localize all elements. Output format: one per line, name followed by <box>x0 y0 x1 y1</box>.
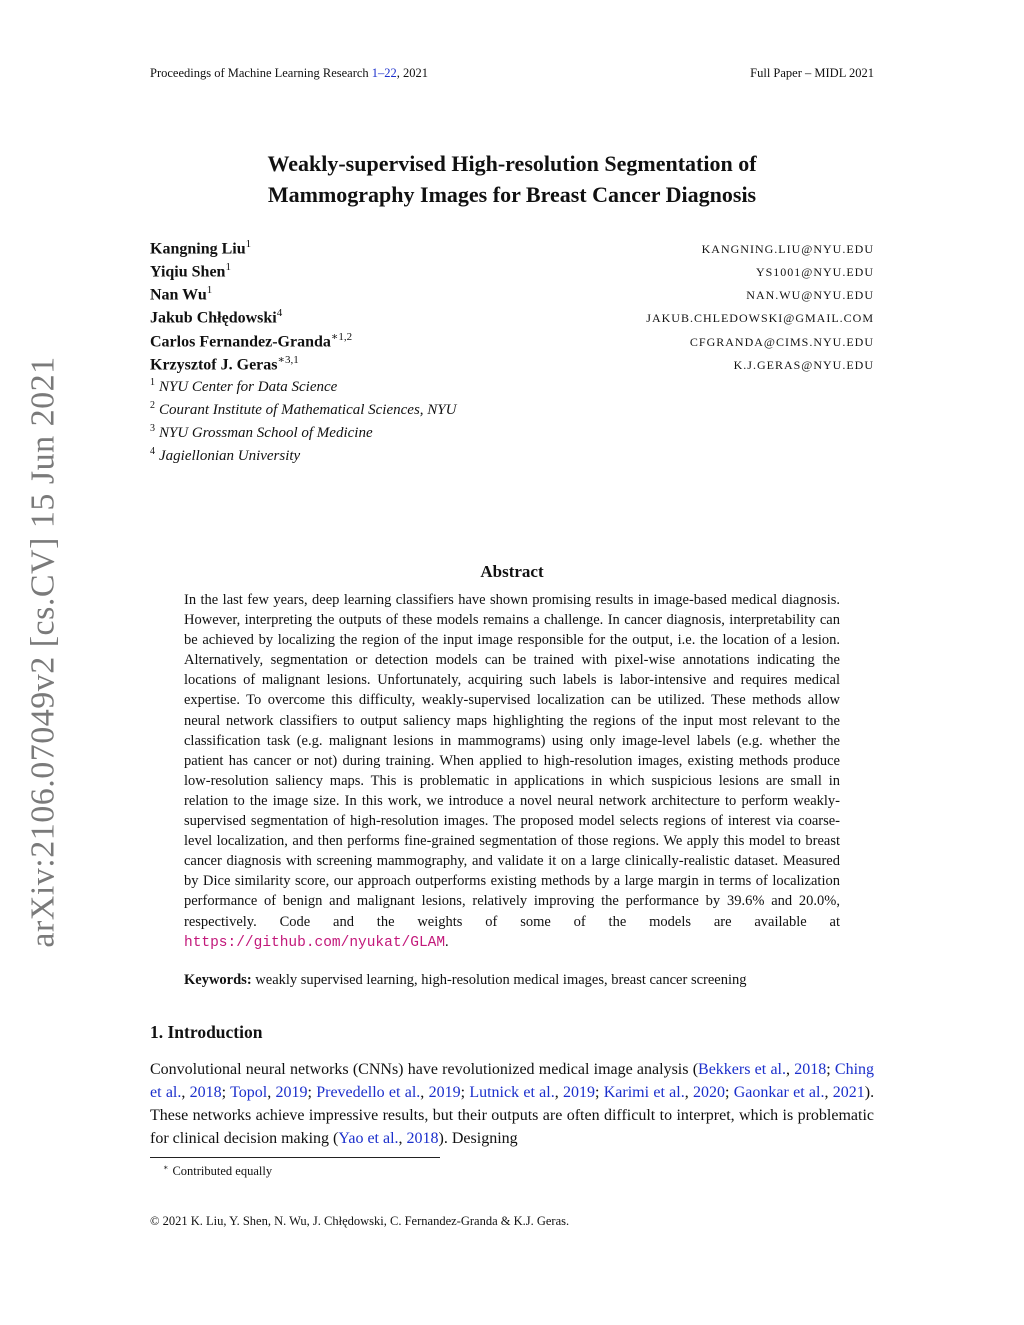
author-name: Kangning Liu$^1$ <box>150 238 252 258</box>
intro-text: , <box>398 1130 407 1147</box>
author-email: JAKUB.CHLEDOWSKI@GMAIL.COM <box>646 311 874 326</box>
header-proceedings: Proceedings of Machine Learning Research <box>150 66 372 80</box>
intro-text: ; <box>725 1084 734 1101</box>
intro-text: , <box>554 1084 564 1101</box>
intro-text: ). Designing <box>438 1130 518 1147</box>
citation-link[interactable]: Lutnick et al. <box>469 1084 555 1101</box>
running-header-right: Full Paper – MIDL 2021 <box>750 66 874 80</box>
citation-link[interactable]: 2018 <box>406 1130 439 1147</box>
citation-link[interactable]: 2018 <box>794 1061 827 1078</box>
author-name: Carlos Fernandez-Granda$^{∗1,2}$ <box>150 331 353 351</box>
author-block <box>150 238 874 376</box>
author-affiliation-mark: 1 <box>225 261 231 273</box>
author-email: CFGRANDA@CIMS.NYU.EDU <box>689 335 874 350</box>
citation-link[interactable]: 2018 <box>189 1084 222 1101</box>
author-affiliation-mark: ∗3,1 <box>277 354 299 366</box>
author-email: NAN.WU@NYU.EDU <box>746 288 874 303</box>
introduction-body <box>150 1058 874 1150</box>
header-year: , 2021 <box>396 66 429 80</box>
arxiv-stamp-text: arXiv:2106.07049v2 [cs.CV] 15 Jun 2021 <box>25 356 63 948</box>
affiliation-list <box>150 377 456 469</box>
citation-link[interactable]: Ching et al. <box>150 1061 875 1101</box>
author-row <box>150 353 874 376</box>
author-affiliation-mark: 4 <box>276 307 283 319</box>
affiliation: $^4$ Jagiellonian University <box>150 446 301 464</box>
citation-link[interactable]: Karimi et al. <box>603 1084 685 1101</box>
citation-link[interactable]: 2021 <box>832 1084 865 1101</box>
author-email: K.J.GERAS@NYU.EDU <box>733 358 874 373</box>
author-name: Nan Wu$^1$ <box>150 284 213 304</box>
author-row <box>150 307 874 330</box>
section-heading-introduction: 1. Introduction <box>150 1022 263 1042</box>
intro-text: ; <box>460 1084 470 1101</box>
abstract-heading: Abstract <box>480 562 544 581</box>
intro-text: , <box>267 1084 276 1101</box>
header-pages-link[interactable]: 1–22 <box>371 66 397 80</box>
intro-text: ). These networks achieve impressive results, but their outputs are often difficult to interpret, which is problematic for clinical decision making ( <box>150 1084 875 1147</box>
paper-title <box>150 148 874 210</box>
author-email: YS1001@NYU.EDU <box>755 265 874 280</box>
intro-text: ; <box>307 1084 317 1101</box>
footnote <box>163 1163 272 1179</box>
citation-link[interactable]: 2019 <box>563 1084 596 1101</box>
author-name: Jakub Chłędowski$^4$ <box>150 307 283 327</box>
affiliation: $^2$ Courant Institute of Mathematical Sciences, NYU <box>150 400 457 418</box>
running-header-left <box>150 66 428 81</box>
intro-text: , <box>824 1084 833 1101</box>
author-row <box>150 261 874 284</box>
code-url-link[interactable]: https://github.com/nyukat/GLAM <box>184 934 446 951</box>
intro-text: , <box>181 1084 190 1101</box>
author-row <box>150 238 874 261</box>
intro-text: , <box>786 1061 795 1078</box>
intro-text: ; <box>595 1084 604 1101</box>
citation-link[interactable]: Bekkers et al. <box>698 1061 786 1078</box>
abstract-text: In the last few years, deep learning classifiers have shown promising results in image-based medical diagnosis. However, interpreting the outputs of these models remains a challenge. In cancer diagnosis, interpretability can be achieved by localizing the region of the input image responsible for the output, i.e. the location of a lesion. Alternatively, segmentation or detection models can be trained with pixel-wise annotations indicating the locations of malignant lesions. Unfortunately, acquiring such labels is labor-intensive and requires medical expertise. To overcome this difficulty, weakly-supervised localization can be utilized. These methods allow neural network classifiers to output saliency maps highlighting the regions of the input most relevant to the classification task (e.g. malignant lesions in mammograms) using only image-level labels (e.g. whether the patient has cancer or not) during training. When applied to high-resolution images, existing methods produce low-resolution saliency maps. This is problematic in applications in which suspicious lesions are small in relation to the image size. In this work, we introduce a novel neural network architecture to perform weakly-supervised segmentation of high-resolution images. The proposed model selects regions of interest via coarse-level localization, and then performs fine-grained segmentation of those regions. We apply this model to breast cancer diagnosis with screening mammography, and validate it on a large clinically-realistic dataset. Measured by Dice similarity score, our approach outperforms existing methods by a large margin in terms of localization performance of benign and malignant lesions, relatively improving the performance by 39.6% and 20.0%, respectively. Code and the weights of some of the models are available at <box>184 592 840 930</box>
intro-text: , <box>684 1084 693 1101</box>
footnote-text: Contributed equally <box>172 1164 273 1179</box>
copyright-notice: © 2021 K. Liu, Y. Shen, N. Wu, J. Chłędowski, C. Fernandez-Granda & K.J. Geras. <box>150 1214 570 1228</box>
arxiv-stamp <box>20 356 68 948</box>
footnote-rule <box>150 1157 440 1158</box>
citation-link[interactable]: Topol <box>230 1084 268 1101</box>
author-row <box>150 284 874 307</box>
intro-text: ; <box>826 1061 835 1078</box>
intro-text: ; <box>221 1084 231 1101</box>
footnote-mark: ∗ <box>163 1163 169 1172</box>
keywords-label: Keywords: <box>184 972 252 988</box>
title-line-1: Weakly-supervised High-resolution Segmentation of <box>267 151 757 176</box>
intro-text: Convolutional neural networks (CNNs) have revolutionized medical image analysis ( <box>150 1061 699 1078</box>
title-line-2: Mammography Images for Breast Cancer Diagnosis <box>267 182 757 207</box>
citation-link[interactable]: Yao et al. <box>338 1130 399 1147</box>
author-name: Krzysztof J. Geras$^{∗3,1}$ <box>150 354 299 374</box>
citation-link[interactable]: 2019 <box>275 1084 308 1101</box>
author-affiliation-mark: ∗1,2 <box>330 331 353 343</box>
author-row <box>150 330 874 353</box>
affiliation: $^1$ NYU Center for Data Science <box>150 377 338 395</box>
author-email: KANGNING.LIU@NYU.EDU <box>701 242 874 257</box>
author-name: Yiqiu Shen$^1$ <box>150 261 231 281</box>
citation-link[interactable]: 2019 <box>428 1084 461 1101</box>
keywords <box>184 972 840 989</box>
author-affiliation-mark: 1 <box>206 284 213 296</box>
intro-text: , <box>420 1084 429 1101</box>
author-affiliation-mark: 1 <box>245 238 252 250</box>
keywords-text: weakly supervised learning, high-resolution medical images, breast cancer screening <box>251 972 747 988</box>
citation-link[interactable]: Prevedello et al. <box>316 1084 421 1101</box>
abstract-body: In the last few years, deep learning classifiers have shown promising results in image-based medical diagnosis. However, interpreting the outputs of these models remains a challenge. In cancer diagnosis, interpretability can be achieved by localizing the region of the input image responsible for the output, i.e. the location of a lesion. Alternatively, segmentation or detection models can be trained with pixel-wise annotations indicating the locations of malignant lesions. Unfortunately, acquiring such labels is labor-intensive and requires medical expertise. To overcome this difficulty, weakly-supervised localization can be utilized. These methods allow neural network classifiers to output saliency maps highlighting the regions of the input most relevant to the classification task (e.g. malignant lesions in mammograms) using only image-level labels (e.g. whether the patient has cancer or not) during training. When applied to high-resolution images, existing methods produce low-resolution saliency maps. This is problematic in applications in which suspicious lesions are small in relation to the image size. In this work, we introduce a novel neural network architecture to perform weakly-supervised segmentation of high-resolution images. The proposed model selects regions of interest via coarse-level localization, and then performs fine-grained segmentation of those regions. We apply this model to breast cancer diagnosis with screening mammography, and validate it on a large clinically-realistic dataset. Measured by Dice similarity score, our approach outperforms existing methods by a large margin in terms of localization performance of benign and malignant lesions, relatively improving the performance by 39.6% and 20.0%, respectively. Code and the weights of some of the models are available at https://github.com/nyukat/GLAM. <box>184 592 840 951</box>
citation-link[interactable]: Gaonkar et al. <box>733 1084 825 1101</box>
citation-link[interactable]: 2020 <box>693 1084 725 1101</box>
affiliation: $^3$ NYU Grossman School of Medicine <box>150 423 373 441</box>
